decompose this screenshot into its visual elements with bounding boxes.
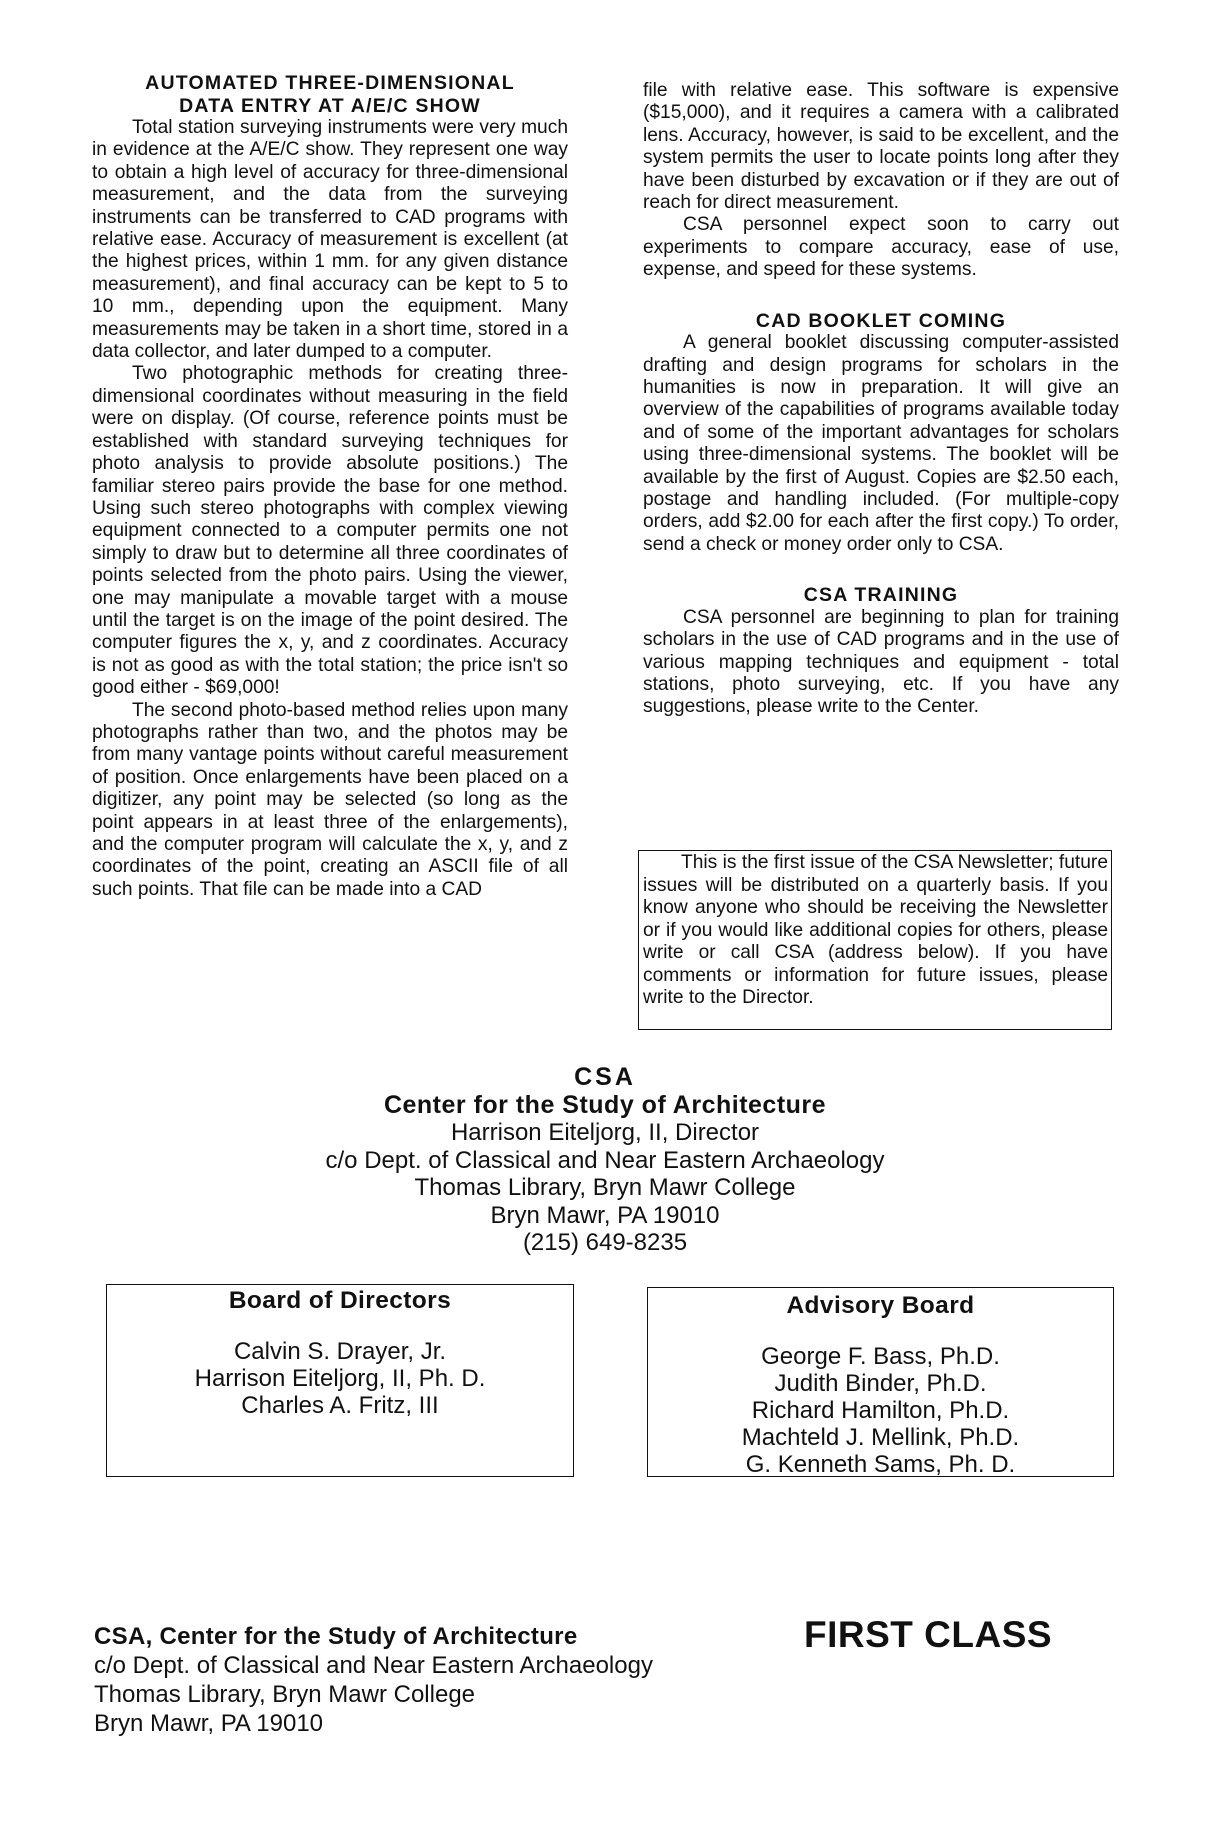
masthead: [240, 1064, 970, 1257]
article-heading-line2: DATA ENTRY AT A/E/C SHOW: [179, 94, 481, 117]
notice-text: This is the first issue of the CSA Newsletter; future issues will be distributed on a quarterly basis. If you know anyone who should be receiving the Newsletter or if you would like additional copies for others, please write or call CSA (address below). If you have comments or information for future issues, please write to the Director.: [643, 852, 1108, 1008]
first-issue-notice-box: [638, 850, 1112, 1030]
training-paragraph: CSA personnel are beginning to plan for training scholars in the use of CAD programs and in the use of various mapping techniques and equipment - total stations, photo surveying, etc. If you have any suggestions, please write to the Center.: [643, 606, 1119, 718]
masthead-phone: (215) 649-8235: [522, 1229, 688, 1256]
mailing-org: CSA, Center for the Study of Architecture: [94, 1623, 578, 1650]
masthead-director: Harrison Eiteljorg, II, Director: [450, 1119, 760, 1146]
advisory-board-list: [648, 1343, 1113, 1478]
advisory-member: Machteld J. Mellink, Ph.D.: [741, 1424, 1020, 1451]
board-of-directors-box: [106, 1284, 574, 1477]
masthead-library: Thomas Library, Bryn Mawr College: [414, 1174, 796, 1201]
board-of-directors-title: Board of Directors: [228, 1287, 452, 1314]
board-of-directors-list: [107, 1338, 573, 1419]
right-column: [643, 80, 1119, 719]
director-member: Calvin S. Drayer, Jr.: [233, 1338, 447, 1365]
advisory-member: Judith Binder, Ph.D.: [774, 1370, 987, 1397]
mailing-address: [94, 1622, 653, 1738]
mailing-dept: c/o Dept. of Classical and Near Eastern Archaeology: [94, 1652, 653, 1679]
director-member: Charles A. Fritz, III: [241, 1392, 439, 1419]
postage-first-class: FIRST CLASS: [804, 1614, 1053, 1655]
booklet-paragraph: A general booklet discussing computer-assisted drafting and design programs for scholars in the humanities is now in preparation. It will give an overview of the capabilities of programs available today and of some of the important advantages for scholars using three-dimensional systems. The booklet will be available by the first of August. Copies are $2.50 each, postage and handling included. (For multiple-copy orders, add $2.00 for each after the first copy.) To order, send a check or money order only to CSA.: [643, 332, 1119, 555]
masthead-city: Bryn Mawr, PA 19010: [490, 1201, 720, 1229]
article-paragraph-1: Total station surveying instruments were very much in evidence at the A/E/C show. They represent one way to obtain a high level of accuracy for three-dimensional measurement, and the data from the surveying instruments can be transferred to CAD programs with relative ease. Accuracy of measurement is excellent (at the highest prices, within 1 mm. for any given distance measurement), and final accuracy can be kept to 5 to 10 mm., depending upon the equipment. Many measurements may be taken in a short time, stored in a data collector, and later dumped to a computer.: [92, 117, 568, 363]
article-heading: [92, 72, 568, 117]
article-paragraph-2: Two photographic methods for creating three-dimensional coordinates without measuring in the field were on display. (Of course, reference points must be established with standard surveying techniques for photo analysis to provide absolute positions.) The familiar stereo pairs provide the base for one method. Using such stereo photographs with complex viewing equipment connected to a computer permits one not simply to draw but to determine all three coordinates of points selected from the photo pairs. Using the viewer, one may manipulate a movable target with a mouse until the target is on the image of the point desired. The computer figures the x, y, and z coordinates. Accuracy is not as good as with the total station; the price isn't so good either - $69,000!: [92, 363, 568, 699]
masthead-name: Center for the Study of Architecture: [383, 1090, 827, 1119]
training-heading: CSA TRAINING: [803, 584, 959, 607]
article-continuation: file with relative ease. This software is expensive ($15,000), and it requires a camera with a calibrated lens. Accuracy, however, is said to be excellent, and the system permits the user to locate points long after they have been disturbed by excavation or if they are out of reach for direct measurement.: [643, 80, 1119, 214]
advisory-member: Richard Hamilton, Ph.D.: [751, 1397, 1010, 1424]
mailing-library: Thomas Library, Bryn Mawr College: [94, 1681, 476, 1708]
article-paragraph-3: The second photo-based method relies upon many photographs rather than two, and the photos may be from many vantage points without careful measurement of position. Once enlargements have been placed on a digitizer, any point may be selected (so long as the point appears in at least three of the enlargements), and the computer program will calculate the x, y, and z coordinates of the point, creating an ASCII file of all such points. That file can be made into a CAD: [92, 699, 568, 900]
masthead-dept: c/o Dept. of Classical and Near Eastern Archaeology: [325, 1146, 885, 1174]
advisory-member: George F. Bass, Ph.D.: [761, 1343, 1000, 1370]
advisory-board-title: Advisory Board: [786, 1292, 975, 1319]
article-paragraph-4: CSA personnel expect soon to carry out experiments to compare accuracy, ease of use, expense, and speed for these systems.: [643, 214, 1119, 281]
left-column: [92, 72, 568, 901]
director-member: Harrison Eiteljorg, II, Ph. D.: [194, 1365, 486, 1392]
booklet-heading: CAD BOOKLET COMING: [755, 309, 1007, 332]
article-heading-line1: AUTOMATED THREE-DIMENSIONAL: [145, 72, 515, 94]
advisory-board-box: [647, 1287, 1114, 1477]
mailing-city: Bryn Mawr, PA 19010: [94, 1710, 324, 1737]
masthead-acronym: CSA: [574, 1063, 636, 1091]
advisory-member: G. Kenneth Sams, Ph. D.: [745, 1451, 1016, 1478]
